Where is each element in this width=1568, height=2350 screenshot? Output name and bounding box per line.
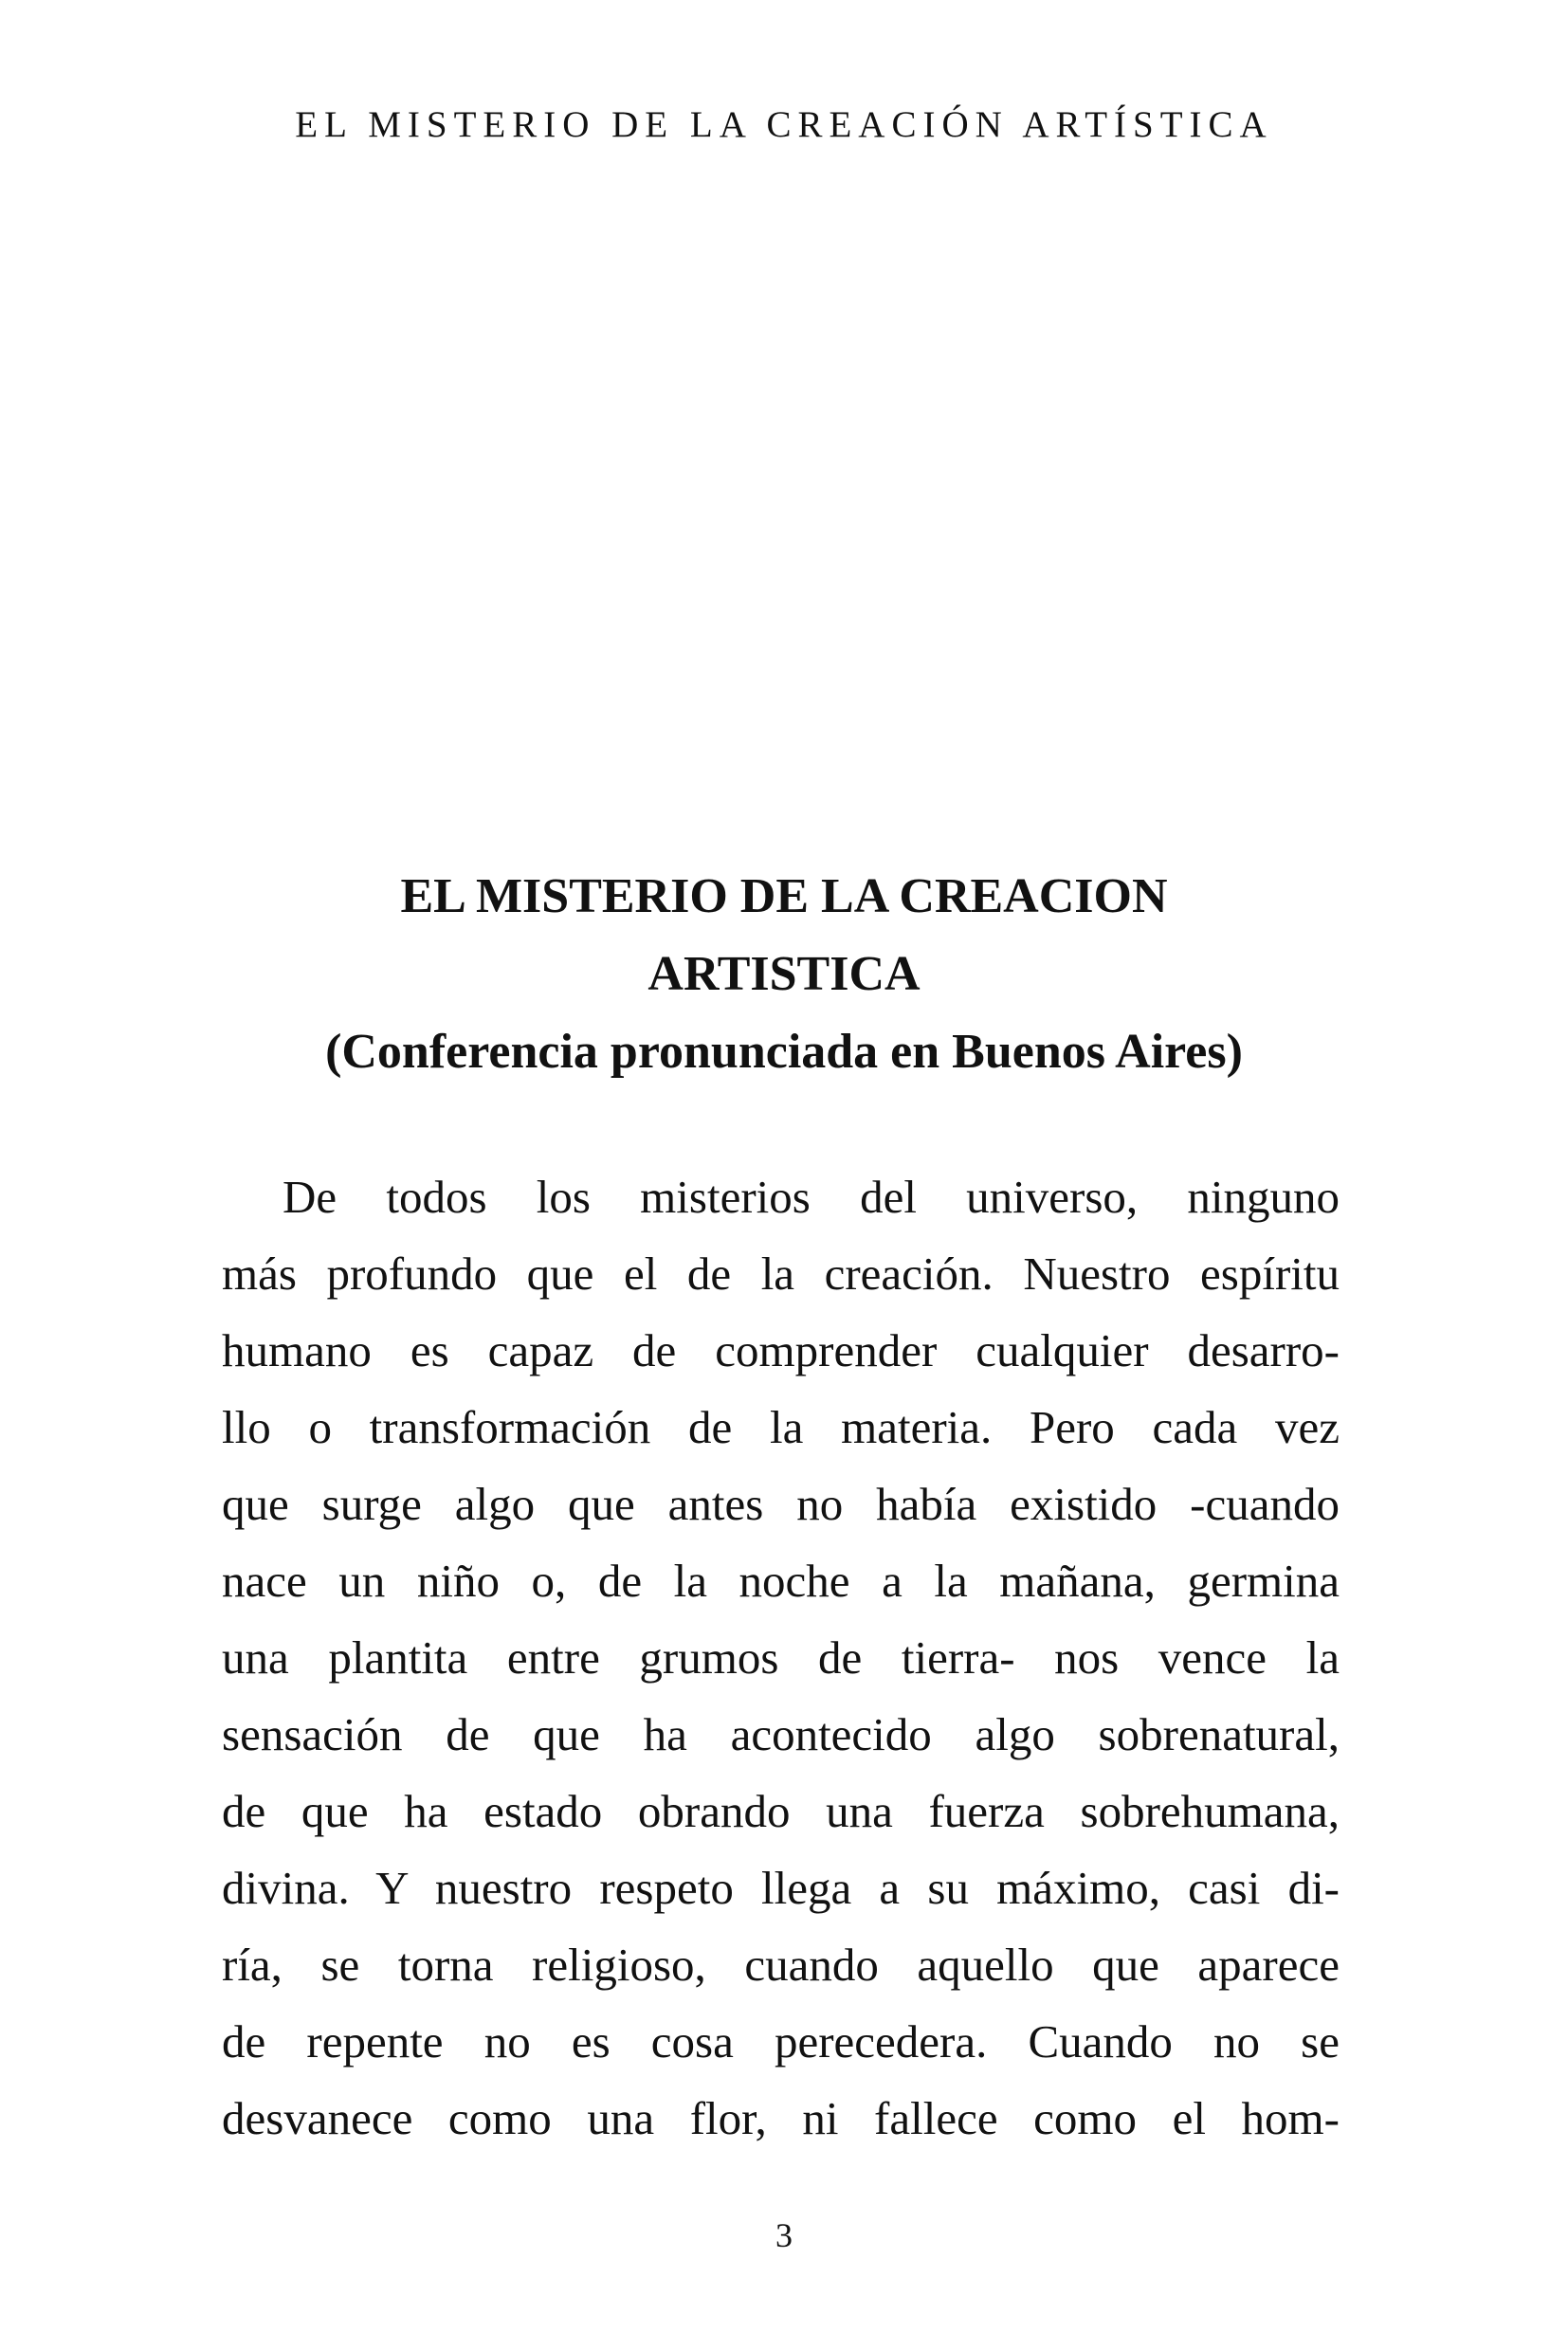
chapter-subtitle: (Conferencia pronunciada en Buenos Aires) — [325, 1025, 1243, 1079]
body-line: de repente no es cosa perecedera. Cuando no se — [222, 2015, 1340, 2068]
page-number: 3 — [775, 2216, 793, 2254]
body-line: desvanece como una flor, ni fallece como el hom- — [222, 2092, 1340, 2144]
chapter-heading — [190, 858, 1378, 1091]
body-line: sensación de que ha acontecido algo sobrenatural, — [222, 1708, 1340, 1760]
chapter-title-line-2: ARTISTICA — [647, 947, 921, 1001]
body-line: De todos los misterios del universo, ninguno — [283, 1171, 1340, 1223]
body-line: humano es capaz de comprender cualquier desarro- — [222, 1324, 1340, 1376]
body-paragraph — [222, 1158, 1340, 2157]
body-line: una plantita entre grumos de tierra- nos vence la — [222, 1631, 1340, 1684]
body-line: nace un niño o, de la noche a la mañana, germina — [222, 1555, 1340, 1607]
body-line: divina. Y nuestro respeto llega a su máximo, casi di- — [222, 1862, 1340, 1914]
body-line: llo o transformación de la materia. Pero cada vez — [222, 1401, 1340, 1453]
body-line: más profundo que el de la creación. Nuestro espíritu — [222, 1248, 1340, 1300]
body-line: de que ha estado obrando una fuerza sobrehumana, — [222, 1785, 1340, 1837]
chapter-title-line-1: EL MISTERIO DE LA CREACION — [400, 869, 1168, 923]
running-header: EL MISTERIO DE LA CREACIÓN ARTÍSTICA — [295, 104, 1273, 145]
body-line: ría, se torna religioso, cuando aquello que aparece — [222, 1939, 1340, 1991]
body-line: que surge algo que antes no había existido -cuando — [222, 1478, 1340, 1530]
